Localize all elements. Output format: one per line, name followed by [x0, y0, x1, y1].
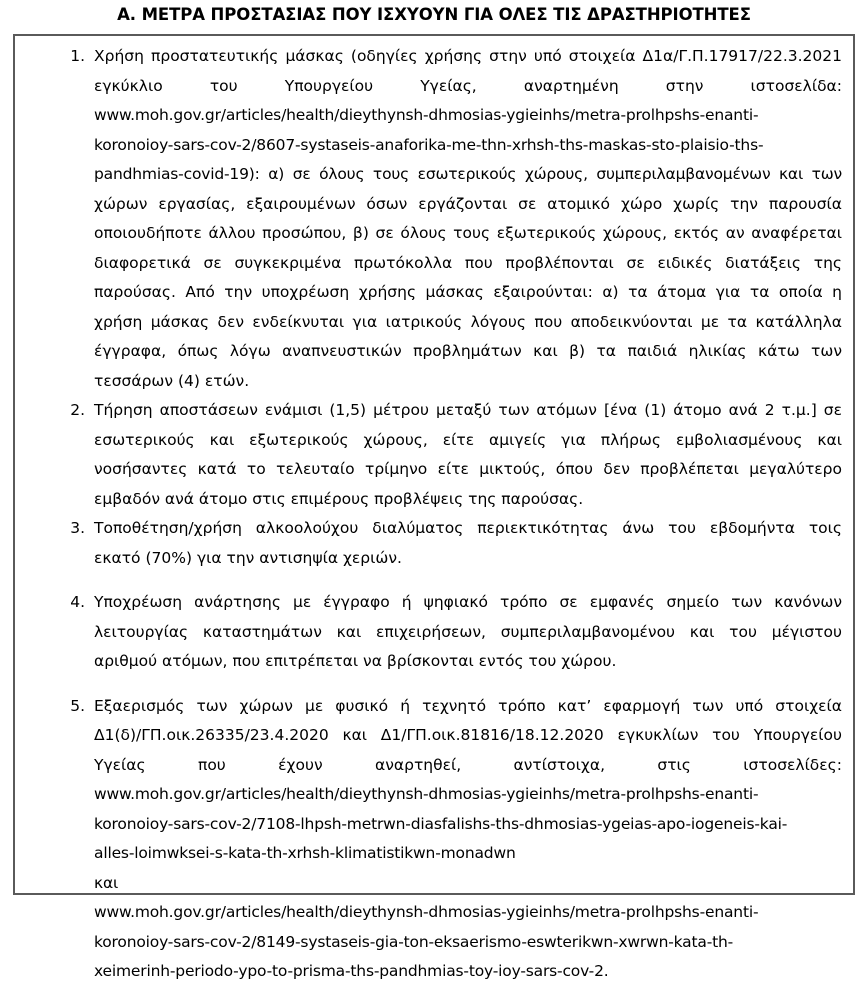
text-line: εγκύκλιο του Υπουργείου Υγείας, αναρτημένη στην ιστοσελίδα:	[94, 76, 842, 95]
text-line: εμβαδόν ανά άτομο στις επιμέρους προβλέψεις της παρούσας.	[94, 489, 584, 508]
text-line: οποιουδήποτε άλλου προσώπου, β) σε όλους τους εξωτερικούς χώρους, εκτός αν αναφέρεται	[94, 224, 842, 242]
text-line: λειτουργίας καταστημάτων και επιχειρήσεων, συμπεριλαμβανομένου και του μέγιστου	[94, 622, 842, 641]
list-item-number: 1.	[70, 47, 85, 65]
text-line: χρήση μάσκας δεν ενδείκνυται για ιατρικούς λόγους που αποδεικνύονται με τα κατάλληλα	[94, 312, 842, 331]
list-item-text	[94, 514, 842, 573]
list-item-text	[94, 692, 842, 987]
text-line: διαφορετικά σε συγκεκριμένα πρωτόκολλα που προβλέπονται σε ειδικές διατάξεις της	[94, 253, 842, 272]
measures-list	[15, 42, 842, 987]
text-line: χώρων εργασίας, εξαιρουμένων όσων εργάζονται σε ατομικό χώρο χωρίς την παρουσία	[94, 194, 842, 213]
text-line: αριθμού ατόμων, που επιτρέπεται να βρίσκονται εντός του χώρου.	[94, 652, 617, 670]
list-item-number: 5.	[70, 696, 85, 715]
text-line: www.moh.gov.gr/articles/health/dieythynsh-dhmosias-ygieinhs/metra-prolhpshs-enanti-	[94, 785, 759, 803]
text-line: έγγραφα, όπως λόγω αναπνευστικών προβλημάτων και β) τα παιδιά ηλικίας κάτω των	[94, 342, 842, 360]
text-line: εσωτερικούς και εξωτερικούς χώρους, είτε αμιγείς για πλήρως εμβολιασμένους και	[94, 430, 842, 449]
list-item-text	[94, 42, 842, 396]
text-line: Δ1(δ)/ΓΠ.οικ.26335/23.4.2020 και Δ1/ΓΠ.οικ.81816/18.12.2020 εγκυκλίων του Υπουργείου	[94, 726, 842, 744]
list-item-number: 4.	[70, 593, 85, 611]
text-line: koronoioy-sars-cov-2/8149-systaseis-gia-ton-eksaerismo-eswterikwn-xwrwn-kata-th-	[94, 932, 734, 951]
list-item	[15, 396, 842, 514]
text-line: Εξαερισμός των χώρων με φυσικό ή τεχνητό τρόπο κατ’ εφαρμογή των υπό στοιχεία	[94, 696, 842, 715]
text-line: Τήρηση αποστάσεων ενάμισι (1,5) μέτρου μεταξύ των ατόμων [ένα (1) άτομο ανά 2 τ.μ.] σε	[94, 401, 842, 419]
text-line: Χρήση προστατευτικής μάσκας (οδηγίες χρήσης στην υπό στοιχεία Δ1α/Γ.Π.17917/22.3.2021	[94, 47, 842, 65]
text-line: παρούσας. Από την υποχρέωση χρήσης μάσκας εξαιρούνται: α) τα άτομα για τα οποία η	[94, 283, 842, 301]
list-item-number: 3.	[70, 519, 85, 537]
text-line: Υγείας που έχουν αναρτηθεί, αντίστοιχα, στις ιστοσελίδες:	[94, 755, 842, 774]
text-line: εκατό (70%) για την αντισηψία χεριών.	[94, 548, 402, 567]
measures-box	[13, 34, 855, 980]
text-line: www.moh.gov.gr/articles/health/dieythynsh-dhmosias-ygieinhs/metra-prolhpshs-enanti-	[94, 106, 759, 124]
list-item	[15, 514, 842, 573]
text-line: koronoioy-sars-cov-2/7108-lhpsh-metrwn-diasfalishs-ths-dhmosias-ygeias-apo-iogeneis-kai-	[94, 814, 788, 833]
text-line: alles-loimwksei-s-kata-th-xrhsh-klimatistikwn-monadwn και	[94, 844, 820, 892]
list-item-text	[94, 396, 842, 514]
text-line: Υποχρέωση ανάρτησης με έγγραφο ή ψηφιακό τρόπο σε εμφανές σημείο των κανόνων	[94, 593, 842, 611]
text-line: τεσσάρων (4) ετών.	[94, 371, 250, 390]
list-item	[15, 588, 842, 677]
text-line: νοσήσαντες κατά το τελευταίο τρίμηνο είτε μικτούς, όπου δεν προβλέπεται μεγαλύτερο	[94, 460, 842, 478]
text-line: koronoioy-sars-cov-2/8607-systaseis-anaforika-me-thn-xrhsh-ths-maskas-sto-plaisio-ths-	[94, 135, 764, 154]
text-line: Τοποθέτηση/χρήση αλκοολούχου διαλύματος περιεκτικότητας άνω του εβδομήντα τοις	[94, 519, 842, 537]
list-item-text	[94, 588, 842, 677]
text-line: xeimerinh-periodo-ypo-to-prisma-ths-pandhmias-toy-ioy-sars-cov-2.	[94, 962, 609, 980]
list-item	[15, 42, 842, 396]
list-item-number: 2.	[70, 401, 85, 419]
text-line: www.moh.gov.gr/articles/health/dieythynsh-dhmosias-ygieinhs/metra-prolhpshs-enanti-	[94, 903, 759, 921]
list-item	[15, 692, 842, 987]
text-line: pandhmias-covid-19): α) σε όλους τους εσωτερικούς χώρους, συμπεριλαμβανομένων και των	[94, 165, 842, 183]
page-title: Α. ΜΕΤΡΑ ΠΡΟΣΤΑΣΙΑΣ ΠΟΥ ΙΣΧΥΟΥΝ ΓΙΑ ΟΛΕΣ ΤΙΣ ΔΡΑΣΤΗΡΙΟΤΗΤΕΣ	[117, 5, 751, 24]
